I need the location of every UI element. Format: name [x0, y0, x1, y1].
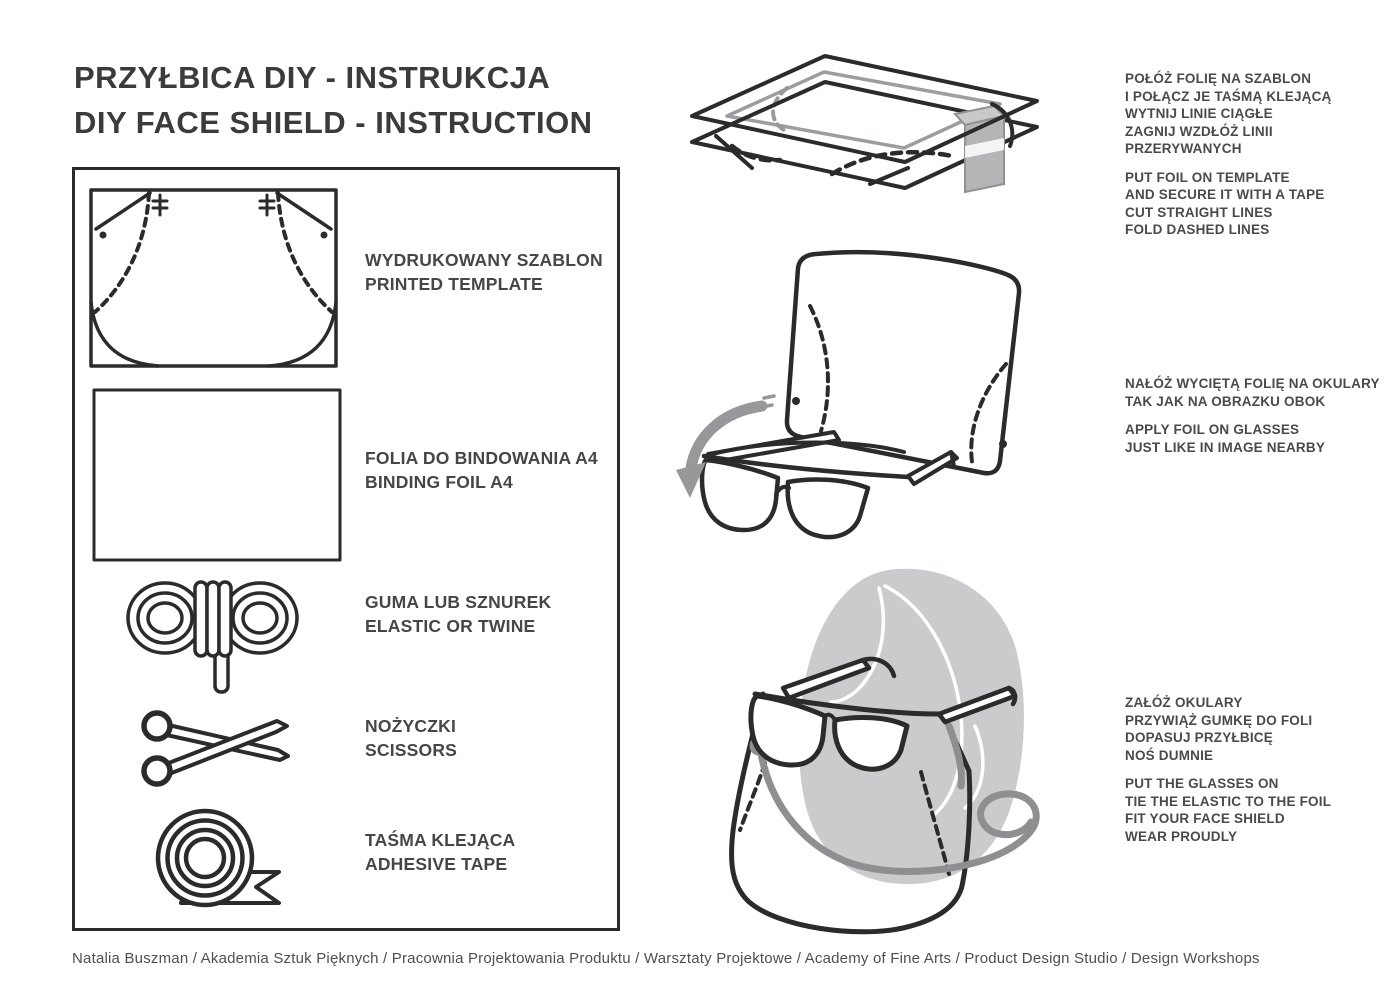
page-title-english: DIY FACE SHIELD - INSTRUCTION [74, 105, 593, 140]
material-label-scissors: NOŻYCZKI SCISSORS [365, 716, 458, 760]
adhesive-tape-illustration [133, 806, 298, 908]
step-3-text: ZAŁÓŻ OKULARY PRZYWIĄŻ GUMKĘ DO FOLI DOPASUJ PRZYŁBICĘ NOŚ DUMNIE PUT THE GLASSES ON TIE THE ELASTIC TO THE FOIL FIT YOUR FACE SHIELD WEAR PROUDLY [1125, 695, 1332, 844]
elastic-twine-illustration [125, 578, 301, 696]
material-label-foil: FOLIA DO BINDOWANIA A4 BINDING FOIL A4 [365, 448, 598, 492]
printed-template-illustration [88, 186, 344, 372]
page-title [74, 55, 593, 145]
credits-line: Natalia Buszman / Akademia Sztuk Pięknych / Pracownia Projektowania Produktu / Warsztaty Projektowe / Academy of Fine Arts / Product Design Studio / Design Workshops [72, 950, 1260, 967]
scissors-illustration [130, 698, 305, 798]
binding-foil-illustration [92, 388, 342, 562]
foil-on-glasses-illustration [658, 246, 1063, 556]
step-1-text: POŁÓŻ FOLIĘ NA SZABLON I POŁĄCZ JE TAŚMĄ KLEJĄCĄ WYTNIJ LINIE CIĄGŁE ZAGNIJ WZDŁÓŻ LINII PRZERYWANYCH PUT FOIL ON TEMPLATE AND SECURE IT WITH A TAPE CUT STRAIGHT LINES FOLD DASHED LINES [1125, 71, 1332, 237]
face-shield-on-head-illustration [693, 556, 1085, 946]
page-title-polish: PRZYŁBICA DIY - INSTRUKCJA [74, 60, 551, 95]
material-label-elastic: GUMA LUB SZNUREK ELASTIC OR TWINE [365, 592, 552, 636]
material-label-template: WYDRUKOWANY SZABLON PRINTED TEMPLATE [365, 250, 603, 294]
material-label-tape: TAŚMA KLEJĄCA ADHESIVE TAPE [365, 830, 516, 874]
step-2-text: NAŁÓŻ WYCIĘTĄ FOLIĘ NA OKULARY TAK JAK NA OBRAZKU OBOK APPLY FOIL ON GLASSES JUST LIKE IN IMAGE NEARBY [1125, 376, 1380, 455]
foil-on-template-illustration [672, 46, 1057, 226]
